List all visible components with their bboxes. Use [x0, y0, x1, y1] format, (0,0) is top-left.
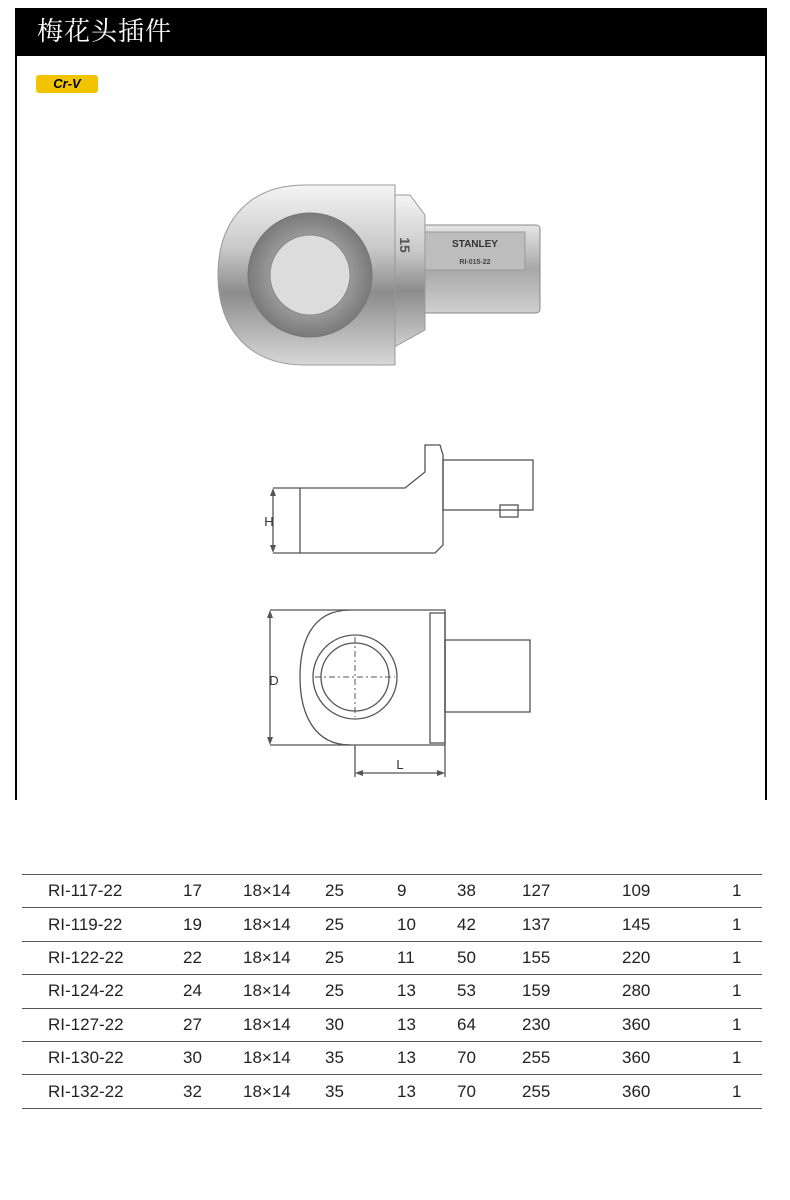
table-cell: 10 — [397, 914, 416, 934]
table-cell: 159 — [522, 981, 551, 1001]
table-cell: RI-122-22 — [48, 947, 124, 967]
table-row — [22, 1008, 762, 1041]
table-cell: 137 — [522, 914, 551, 934]
table-cell: 1 — [732, 881, 742, 901]
table-cell: 70 — [457, 1081, 476, 1101]
page-title: 梅花头插件 — [15, 8, 767, 56]
table-cell: 25 — [325, 881, 344, 901]
table-cell: 53 — [457, 981, 476, 1001]
table-cell: 19 — [183, 914, 202, 934]
dimension-l-label: L — [396, 757, 404, 772]
table-cell: 42 — [457, 914, 476, 934]
table-cell: 18×14 — [243, 914, 291, 934]
table-row — [22, 975, 762, 1008]
photo-size-mark: 15 — [397, 237, 413, 253]
table-cell: 30 — [325, 1014, 344, 1034]
table-cell: 280 — [622, 981, 651, 1001]
table-cell: 127 — [522, 881, 551, 901]
table-cell: 9 — [397, 881, 407, 901]
table-cell: RI-117-22 — [48, 881, 123, 901]
table-row — [22, 908, 762, 941]
table-cell: 1 — [732, 1014, 742, 1034]
table-cell: 13 — [397, 1081, 416, 1101]
table-row — [22, 1041, 762, 1074]
table-cell: 64 — [457, 1014, 476, 1034]
table-cell: RI-132-22 — [48, 1081, 124, 1101]
table-cell: 30 — [183, 1048, 202, 1068]
table-cell: 220 — [622, 947, 651, 967]
table-cell: 13 — [397, 981, 416, 1001]
table-cell: 17 — [183, 881, 202, 901]
table-cell: 145 — [622, 914, 651, 934]
table-row — [22, 1075, 762, 1108]
photo-model-text: RI-015-22 — [459, 259, 491, 266]
table-cell: 18×14 — [243, 1014, 291, 1034]
table-cell: 35 — [325, 1081, 344, 1101]
table-cell: 13 — [397, 1048, 416, 1068]
spec-table-body — [22, 875, 762, 1109]
table-cell: 1 — [732, 914, 742, 934]
table-cell: 230 — [522, 1014, 551, 1034]
table-cell: 255 — [522, 1081, 551, 1101]
table-cell: RI-119-22 — [48, 914, 123, 934]
table-cell: 109 — [622, 881, 651, 901]
table-cell: 18×14 — [243, 947, 291, 967]
table-cell: 360 — [622, 1014, 651, 1034]
material-badge: Cr-V — [36, 75, 98, 93]
spec-table — [22, 874, 762, 1109]
table-cell: 18×14 — [243, 1081, 291, 1101]
table-cell: 35 — [325, 1048, 344, 1068]
table-cell: 360 — [622, 1081, 651, 1101]
table-cell: RI-127-22 — [48, 1014, 124, 1034]
table-row — [22, 875, 762, 908]
table-cell: 13 — [397, 1014, 416, 1034]
table-cell: 1 — [732, 981, 742, 1001]
table-cell: 360 — [622, 1048, 651, 1068]
table-cell: 38 — [457, 881, 476, 901]
table-row — [22, 941, 762, 974]
table-cell: 27 — [183, 1014, 202, 1034]
table-cell: 18×14 — [243, 1048, 291, 1068]
table-cell: 32 — [183, 1081, 202, 1101]
table-cell: RI-124-22 — [48, 981, 124, 1001]
table-cell: RI-130-22 — [48, 1048, 124, 1068]
side-view-drawing — [255, 440, 545, 570]
table-cell: 155 — [522, 947, 551, 967]
table-cell: 1 — [732, 1048, 742, 1068]
table-cell: 11 — [397, 947, 415, 967]
table-cell: 1 — [732, 1081, 742, 1101]
table-cell: 1 — [732, 947, 742, 967]
dimension-d-label: D — [269, 673, 279, 688]
table-cell: 18×14 — [243, 881, 291, 901]
table-cell: 25 — [325, 947, 344, 967]
table-cell: 22 — [183, 947, 202, 967]
table-cell: 24 — [183, 981, 202, 1001]
table-cell: 25 — [325, 981, 344, 1001]
table-cell: 255 — [522, 1048, 551, 1068]
top-view-drawing — [255, 605, 545, 790]
dimension-h-label: H — [264, 514, 274, 529]
product-photo — [210, 180, 550, 375]
table-cell: 25 — [325, 914, 344, 934]
photo-brand-text: STANLEY — [452, 239, 498, 250]
table-cell: 18×14 — [243, 981, 291, 1001]
table-cell: 50 — [457, 947, 476, 967]
table-cell: 70 — [457, 1048, 476, 1068]
